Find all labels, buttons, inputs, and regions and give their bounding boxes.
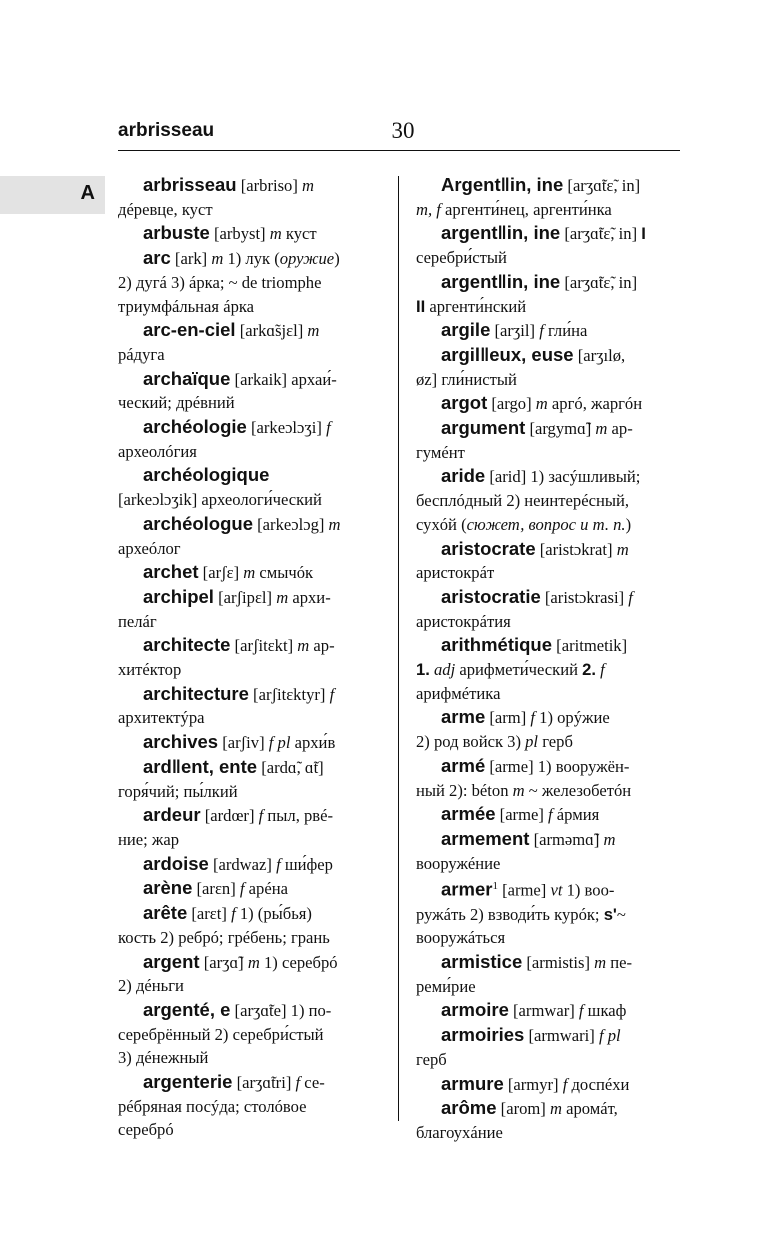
right-column-line — [416, 1023, 682, 1048]
left-column-line — [118, 755, 380, 780]
left-column-line — [118, 246, 380, 271]
left-column-line — [118, 463, 380, 488]
entry-text: [aristɔkrasi] — [540, 587, 629, 607]
grammar-label: m, f — [416, 199, 441, 219]
right-column — [416, 173, 682, 1145]
entry-text: дéревце, куст — [118, 199, 213, 219]
grammar-label: m — [328, 514, 341, 534]
entry-text: [aritmetik] — [552, 636, 628, 656]
right-column-line — [416, 585, 682, 610]
left-column-line — [118, 318, 380, 343]
headword: armé — [441, 754, 486, 776]
entry-text: гумéнт — [416, 442, 465, 462]
entry-text: арифмети́ческий — [455, 660, 583, 680]
entry-text: аргенти́нец, аргенти́нка — [440, 199, 612, 219]
sense-marker: 2. — [582, 660, 596, 680]
grammar-label: m — [307, 321, 320, 341]
entry-text: [arbyst] — [209, 224, 270, 244]
entry-text: [arʒılø, — [573, 345, 626, 365]
headword: archet — [143, 561, 199, 583]
entry-text: [arme] — [497, 880, 551, 900]
headword: archipel — [143, 585, 214, 607]
entry-text: [arʒɑ̃te] 1) по- — [230, 1000, 332, 1020]
sense-marker: 1. — [416, 660, 430, 680]
headword: armée — [441, 803, 496, 825]
entry-text: [armistis] — [522, 953, 595, 973]
entry-text: реми́рие — [416, 976, 476, 996]
headword: argent — [143, 950, 200, 972]
left-column-line — [118, 780, 380, 804]
entry-text: [arɛt] — [187, 904, 232, 924]
entry-text: триумфáльная áрка — [118, 296, 255, 316]
headword: archéologue — [143, 512, 253, 534]
right-column-line — [416, 1096, 682, 1121]
entry-text: хитéктор — [118, 660, 182, 680]
entry-text: [arm] — [485, 708, 531, 728]
headword: arc — [143, 247, 171, 269]
left-column-line — [118, 271, 380, 295]
entry-text: серебри́стый — [416, 248, 507, 268]
headword: arène — [143, 877, 193, 899]
left-column-line — [118, 828, 380, 852]
entry-text: архи- — [288, 587, 331, 607]
right-column-line — [416, 633, 682, 658]
entry-text: серебрó — [118, 1120, 174, 1140]
left-column-line — [118, 585, 380, 610]
grammar-label: f — [258, 806, 264, 826]
grammar-label: f pl — [268, 733, 291, 753]
headword: Argent‖in, ine — [441, 174, 564, 195]
entry-text: [arʒɑ̃tɛ̃, in] — [560, 224, 642, 244]
right-column-line — [416, 705, 682, 730]
entry-text: пыл, рвé- — [263, 806, 334, 826]
left-column-line — [118, 926, 380, 950]
entry-text: [arʃɛ] — [198, 563, 244, 583]
entry-text: [arɛn] — [192, 879, 240, 899]
headword: ardeur — [143, 804, 201, 826]
entry-text: [arkeɔlɔʒi] — [246, 418, 327, 438]
headword: archéologique — [143, 464, 270, 486]
grammar-label: m — [512, 780, 525, 800]
grammar-label: m — [302, 176, 315, 195]
entry-text: 2) дугá 3) áрка; ~ de triomphe — [118, 272, 322, 292]
headword: arme — [441, 706, 486, 728]
right-column-line — [416, 198, 682, 222]
headword: arête — [143, 902, 188, 924]
right-column-line — [416, 270, 682, 295]
entry-text: ) — [334, 249, 340, 269]
grammar-label: m — [247, 952, 260, 972]
grammar-label: f — [562, 1074, 568, 1094]
entry-text: 1) орýжие — [535, 708, 610, 728]
sense-marker: s' — [603, 904, 617, 924]
headword: argile — [441, 319, 491, 341]
entry-text: ) — [625, 514, 632, 534]
grammar-label: m — [211, 249, 224, 269]
right-column-line — [416, 416, 682, 441]
entry-text: [arme] — [495, 805, 549, 825]
grammar-label: m — [595, 419, 608, 439]
left-column-line — [118, 295, 380, 319]
left-column-line — [118, 1118, 380, 1142]
grammar-label: m — [535, 394, 548, 414]
entry-text: [arʃitɛktyr] — [248, 684, 330, 704]
entry-text: археóлог — [118, 538, 181, 558]
headword: archives — [143, 731, 219, 753]
grammar-label: f — [530, 708, 536, 728]
letter-thumb-tab — [0, 176, 105, 214]
headword: argot — [441, 392, 488, 414]
entry-text: [arkeɔlɔʒik] археологи́ческий — [118, 490, 322, 510]
page-number: 30 — [391, 118, 415, 143]
left-column-line — [118, 1095, 380, 1119]
entry-text: [arom] — [496, 1099, 550, 1119]
left-column-line — [118, 852, 380, 877]
headword: argument — [441, 417, 526, 439]
entry-text: [arid] 1) засýшливый; — [485, 467, 641, 487]
headword: architecture — [143, 682, 249, 704]
headword: aristocratie — [441, 585, 541, 607]
entry-text: ружáть 2) взводи́ть курóк; — [416, 904, 604, 924]
headword: arbrisseau — [143, 174, 237, 195]
left-column-line — [118, 901, 380, 926]
right-column-line — [416, 513, 682, 537]
entry-text: арéна — [244, 879, 288, 899]
headword: armement — [441, 827, 530, 849]
header-rule — [118, 150, 680, 151]
headword: arbuste — [143, 222, 210, 244]
grammar-label: f pl — [598, 1026, 621, 1046]
entry-text: аргó, жаргóн — [547, 394, 643, 414]
grammar-label: f — [628, 587, 633, 607]
grammar-label: vt — [550, 880, 563, 900]
right-column-line — [416, 754, 682, 779]
right-column-line — [416, 1121, 682, 1145]
entry-text: герб — [538, 732, 573, 752]
entry-text: [arʒɑ̃] — [199, 952, 248, 972]
grammar-label: m — [276, 587, 289, 607]
entry-text: архи́в — [290, 733, 336, 753]
entry-text: 2) дéньги — [118, 976, 184, 996]
grammar-label: f — [295, 1073, 301, 1093]
left-column-line — [118, 198, 380, 222]
grammar-label: f — [239, 879, 245, 899]
entry-text: [ark] — [170, 249, 212, 269]
right-column-line — [416, 537, 682, 562]
entry-text: арифмéтика — [416, 683, 501, 703]
entry-text: ~ — [616, 904, 626, 924]
entry-text: бесплóдный 2) неинтерéсный, — [416, 491, 630, 511]
right-column-line — [416, 730, 682, 754]
right-column-line — [416, 610, 682, 634]
grammar-label: m — [594, 953, 607, 973]
grammar-label: f — [231, 904, 236, 924]
entry-text: рáдуга — [118, 344, 165, 364]
headword: aride — [441, 465, 486, 487]
entry-text: [ardɑ̃, ɑ̃t] — [257, 757, 324, 777]
left-column — [118, 173, 380, 1142]
headword: argenté, e — [143, 998, 231, 1020]
left-column-line — [118, 1023, 380, 1047]
headword: arôme — [441, 1097, 497, 1119]
right-column-line — [416, 802, 682, 827]
column-divider — [398, 176, 399, 1121]
entry-text: археолóгия — [118, 441, 197, 461]
right-column-line — [416, 221, 682, 246]
right-column-line — [416, 1048, 682, 1072]
grammar-label: f — [276, 854, 281, 874]
entry-text: [arʒɑ̃tɛ̃, in] — [563, 176, 641, 195]
entry-text: [argo] — [487, 394, 536, 414]
entry-text: [arʃitɛkt] — [230, 636, 298, 656]
entry-text: [ardwaz] — [208, 854, 277, 874]
grammar-label: f — [578, 1001, 584, 1021]
entry-text: ние; жар — [118, 829, 180, 849]
sense-marker: I — [641, 224, 646, 244]
entry-text: ши́фер — [280, 854, 333, 874]
right-column-line — [416, 173, 682, 198]
grammar-label: m — [603, 829, 616, 849]
grammar-label: m — [297, 636, 310, 656]
entry-text: [arʃipɛl] — [213, 587, 277, 607]
right-column-line — [416, 903, 682, 927]
entry-text: благоухáние — [416, 1122, 503, 1142]
grammar-label: m — [269, 224, 282, 244]
headword: aristocrate — [441, 537, 536, 559]
left-column-line — [118, 1070, 380, 1095]
right-column-line — [416, 682, 682, 706]
headword: argent‖in, ine — [441, 270, 561, 292]
entry-text: [arkɑ̃sjɛl] — [235, 321, 308, 341]
entry-text: [arʒil] — [490, 321, 540, 341]
entry-text: [argymɑ̃] — [525, 419, 596, 439]
left-column-line — [118, 391, 380, 415]
entry-text: [ardœr] — [200, 806, 259, 826]
right-column-line — [416, 926, 682, 950]
entry-text: пелáг — [118, 611, 157, 631]
entry-text: [arme] 1) вооружён- — [485, 756, 630, 776]
grammar-label: f — [600, 660, 605, 680]
right-column-line — [416, 318, 682, 343]
left-column-line — [118, 610, 380, 634]
entry-text: [armwar] — [508, 1001, 579, 1021]
left-column-line — [118, 512, 380, 537]
entry-text: архитектýра — [118, 708, 205, 728]
headword: arithmétique — [441, 634, 553, 656]
right-column-line — [416, 827, 682, 852]
left-column-line — [118, 221, 380, 246]
entry-text: доспéхи — [567, 1074, 630, 1094]
headword: arc-en-ciel — [143, 319, 236, 341]
grammar-label: сюжет, вопрос и т. п. — [466, 514, 626, 534]
entry-text: [arkeɔlɔg] — [253, 514, 329, 534]
right-column-line — [416, 779, 682, 803]
entry-text: [arʃiv] — [218, 733, 269, 753]
entry-text: [armwari] — [524, 1026, 599, 1046]
left-column-line — [118, 173, 380, 198]
entry-text: ный 2): béton — [416, 780, 513, 800]
left-column-line — [118, 998, 380, 1023]
headword: argenterie — [143, 1071, 233, 1093]
headword: armure — [441, 1072, 504, 1094]
grammar-label: f — [329, 684, 335, 704]
entry-text: вооружéние — [416, 853, 501, 873]
entry-text: 1) серебрó — [259, 952, 338, 972]
entry-text: [aristɔkrat] — [535, 539, 617, 559]
left-column-line — [118, 367, 380, 392]
headword: architecte — [143, 634, 231, 656]
entry-text: ~ железобетóн — [524, 780, 632, 800]
left-column-line — [118, 633, 380, 658]
entry-text: герб — [416, 1049, 447, 1069]
right-column-line — [416, 852, 682, 876]
headword: ard‖ent, ente — [143, 755, 258, 777]
right-column-line — [416, 1072, 682, 1097]
headword: armoiries — [441, 1024, 525, 1046]
entry-text: пе- — [606, 953, 633, 973]
entry-text: ар- — [607, 419, 633, 439]
entry-text: 2) род войск 3) — [416, 732, 526, 752]
headword: armistice — [441, 951, 523, 973]
right-column-line — [416, 246, 682, 270]
left-column-line — [118, 730, 380, 755]
entry-text: ар- — [309, 636, 335, 656]
entry-text: горя́чий; пы́лкий — [118, 781, 238, 801]
headword: armer — [441, 878, 493, 900]
right-column-line — [416, 343, 682, 368]
right-column-line — [416, 975, 682, 999]
right-column-line — [416, 391, 682, 416]
grammar-label: m — [243, 563, 256, 583]
entry-text: áрмия — [552, 805, 600, 825]
headword: armoire — [441, 999, 509, 1021]
grammar-label: f — [548, 805, 553, 825]
running-head — [118, 118, 680, 148]
entry-text: [armyr] — [503, 1074, 563, 1094]
grammar-label: f — [539, 321, 544, 341]
entry-text: аромáт, — [561, 1099, 618, 1119]
right-column-line — [416, 295, 682, 319]
headword: archaïque — [143, 367, 231, 389]
grammar-label: pl — [525, 732, 539, 752]
entry-text: аристокрáт — [416, 563, 495, 583]
left-column-line — [118, 343, 380, 367]
entry-text: 3) дéнежный — [118, 1048, 209, 1068]
entry-text: гли́на — [543, 321, 588, 341]
right-column-line — [416, 658, 682, 682]
entry-text: куст — [281, 224, 317, 244]
right-column-line — [416, 950, 682, 975]
entry-text: [arməmɑ̃] — [529, 829, 604, 849]
left-column-line — [118, 488, 380, 512]
right-column-line — [416, 489, 682, 513]
grammar-label: оружие — [279, 249, 335, 269]
headword: ardoise — [143, 852, 209, 874]
entry-text: се- — [300, 1073, 325, 1093]
grammar-label: m — [616, 539, 629, 559]
entry-text: аристокрáтия — [416, 611, 511, 631]
headword: argent‖in, ine — [441, 222, 561, 244]
entry-text: [arʒɑ̃tri] — [232, 1073, 296, 1093]
left-column-line — [118, 682, 380, 707]
entry-text: кость 2) ребрó; грéбень; грань — [118, 927, 330, 947]
entry-text: 1) лук ( — [223, 249, 280, 269]
entry-text: смычóк — [255, 563, 314, 583]
left-column-line — [118, 1046, 380, 1070]
right-column-line — [416, 875, 682, 902]
entry-text: 1) (ры́бья) — [235, 904, 312, 924]
right-column-line — [416, 441, 682, 465]
left-column-line — [118, 950, 380, 975]
left-column-line — [118, 803, 380, 828]
headword: argil‖eux, euse — [441, 343, 574, 365]
homonym-superscript: 1 — [492, 880, 498, 893]
left-column-line — [118, 974, 380, 998]
left-column-line — [118, 706, 380, 730]
thumb-tab-letter: A — [80, 182, 95, 204]
left-column-line — [118, 440, 380, 464]
entry-text: шкаф — [583, 1001, 627, 1021]
entry-text: сухóй ( — [416, 514, 467, 534]
headword: archéologie — [143, 416, 247, 438]
entry-text: аргенти́нский — [425, 296, 527, 316]
grammar-label: m — [549, 1099, 562, 1119]
right-column-line — [416, 998, 682, 1023]
entry-text: [arʒɑ̃tɛ̃, in] — [560, 272, 638, 292]
right-column-line — [416, 464, 682, 489]
left-column-line — [118, 560, 380, 585]
left-column-line — [118, 658, 380, 682]
left-column-line — [118, 876, 380, 901]
right-column-line — [416, 368, 682, 392]
left-column-line — [118, 415, 380, 440]
entry-text: рéбряная посýда; столóвое — [118, 1096, 307, 1116]
grammar-label: adj — [434, 660, 456, 680]
entry-text: [arkaik] архаи́- — [230, 369, 337, 389]
entry-text: серебрённый 2) серебри́стый — [118, 1024, 324, 1044]
left-column-line — [118, 537, 380, 561]
entry-text: вооружáться — [416, 928, 506, 948]
entry-text: ческий; дрéвний — [118, 393, 235, 413]
running-head-word: arbrisseau — [118, 120, 215, 141]
entry-text: øz] гли́нистый — [416, 369, 517, 389]
entry-text: [arbriso] — [236, 176, 303, 195]
sense-marker: II — [416, 296, 426, 316]
right-column-line — [416, 561, 682, 585]
grammar-label: f — [326, 418, 331, 438]
entry-text: 1) воо- — [562, 880, 615, 900]
